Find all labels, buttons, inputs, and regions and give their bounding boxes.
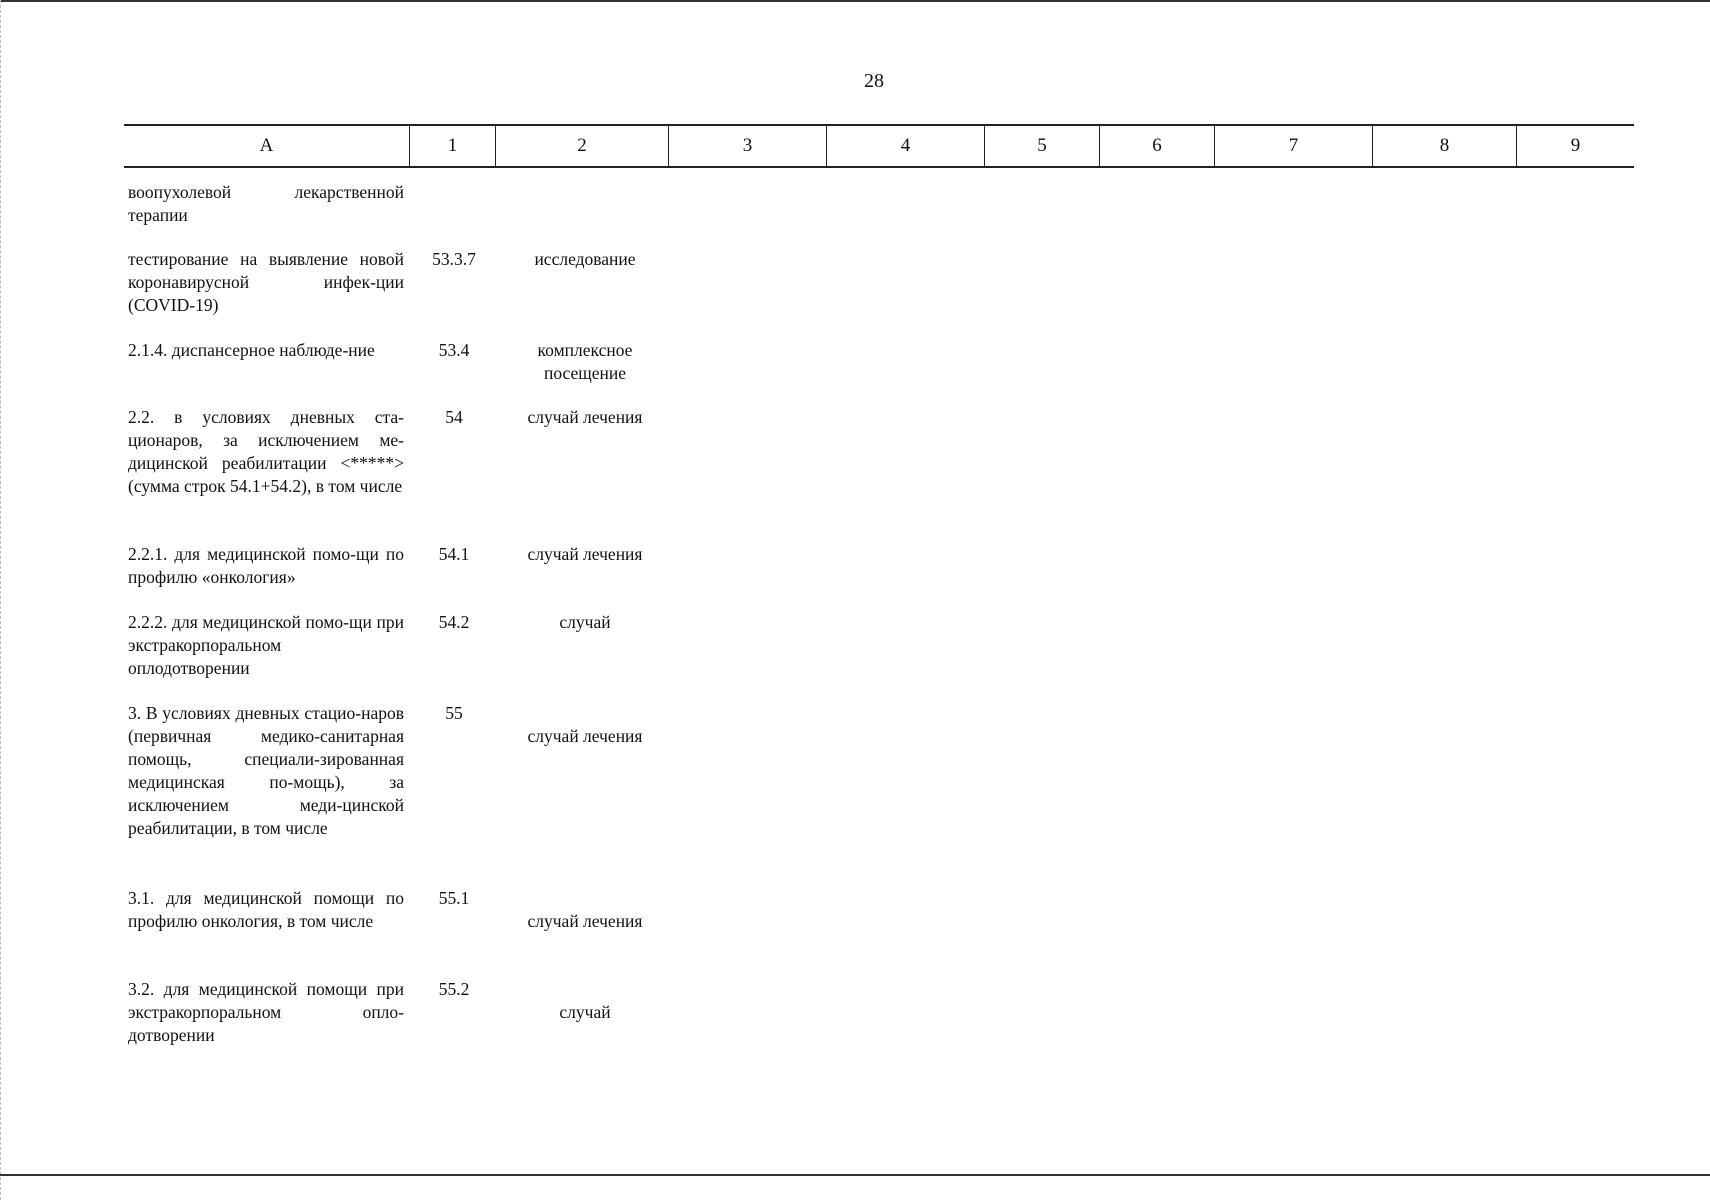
row-name: 3.1. для медицинской помощи по профилю онкология, в том числе	[128, 888, 404, 931]
column-header-2: 2	[495, 126, 668, 166]
row-name: 2.2.1. для медицинской помо-щи по профилю «онкология»	[128, 544, 404, 587]
row-code: 54.2	[438, 612, 470, 632]
row-unit: исследование	[534, 249, 636, 269]
row-name: 2.2. в условиях дневных ста-ционаров, за исключением ме-дицинской реабилитации <*****> (сумма строк 54.1+54.2), в том числе	[128, 407, 404, 496]
column-header-1: 1	[409, 126, 495, 166]
column-header-4: 4	[826, 126, 984, 166]
row-code: 55.2	[438, 979, 470, 999]
page-left-edge	[0, 0, 2, 1200]
column-header-8: 8	[1372, 126, 1516, 166]
row-name: воопухолевой лекарственной терапии	[128, 182, 404, 225]
row-name: 3. В условиях дневных стацио-наров (первичная медико-санитарная помощь, специали-зированная медицинская по-мощь), за исключением меди-цинской реабилитации, в том числе	[128, 703, 404, 838]
row-name: 2.2.2. для медицинской помо-щи при экстракорпоральном оплодотворении	[128, 612, 404, 678]
row-name: 2.1.4. диспансерное наблюде-ние	[128, 340, 375, 360]
page-top-border	[0, 0, 1710, 2]
row-code: 54	[445, 407, 463, 427]
row-unit: случай	[559, 1002, 611, 1022]
column-header-7: 7	[1214, 126, 1372, 166]
column-header-9: 9	[1516, 126, 1634, 166]
row-unit: комплексное посещение	[537, 340, 633, 383]
row-name: 3.2. для медицинской помощи при экстракорпоральном опло-дотворении	[128, 979, 404, 1045]
column-header-5: 5	[984, 126, 1099, 166]
column-header-3: 3	[668, 126, 826, 166]
row-code: 53.3.7	[432, 249, 476, 269]
row-unit: случай лечения	[527, 726, 643, 746]
row-code: 54.1	[438, 544, 470, 564]
row-name: тестирование на выявление новой коронавирусной инфек-ции (COVID-19)	[128, 249, 404, 315]
row-code: 53.4	[438, 340, 470, 360]
column-header-6: 6	[1099, 126, 1214, 166]
row-code: 55.1	[438, 888, 470, 908]
row-unit: случай лечения	[527, 407, 643, 427]
row-unit: случай	[559, 612, 611, 632]
row-code: 55	[445, 703, 463, 723]
column-header-a: А	[259, 135, 274, 156]
page-number: 28	[864, 70, 884, 92]
row-unit: случай лечения	[527, 544, 643, 564]
table-header	[124, 124, 1634, 168]
row-unit: случай лечения	[527, 911, 643, 931]
page-bottom-border	[0, 1174, 1710, 1176]
